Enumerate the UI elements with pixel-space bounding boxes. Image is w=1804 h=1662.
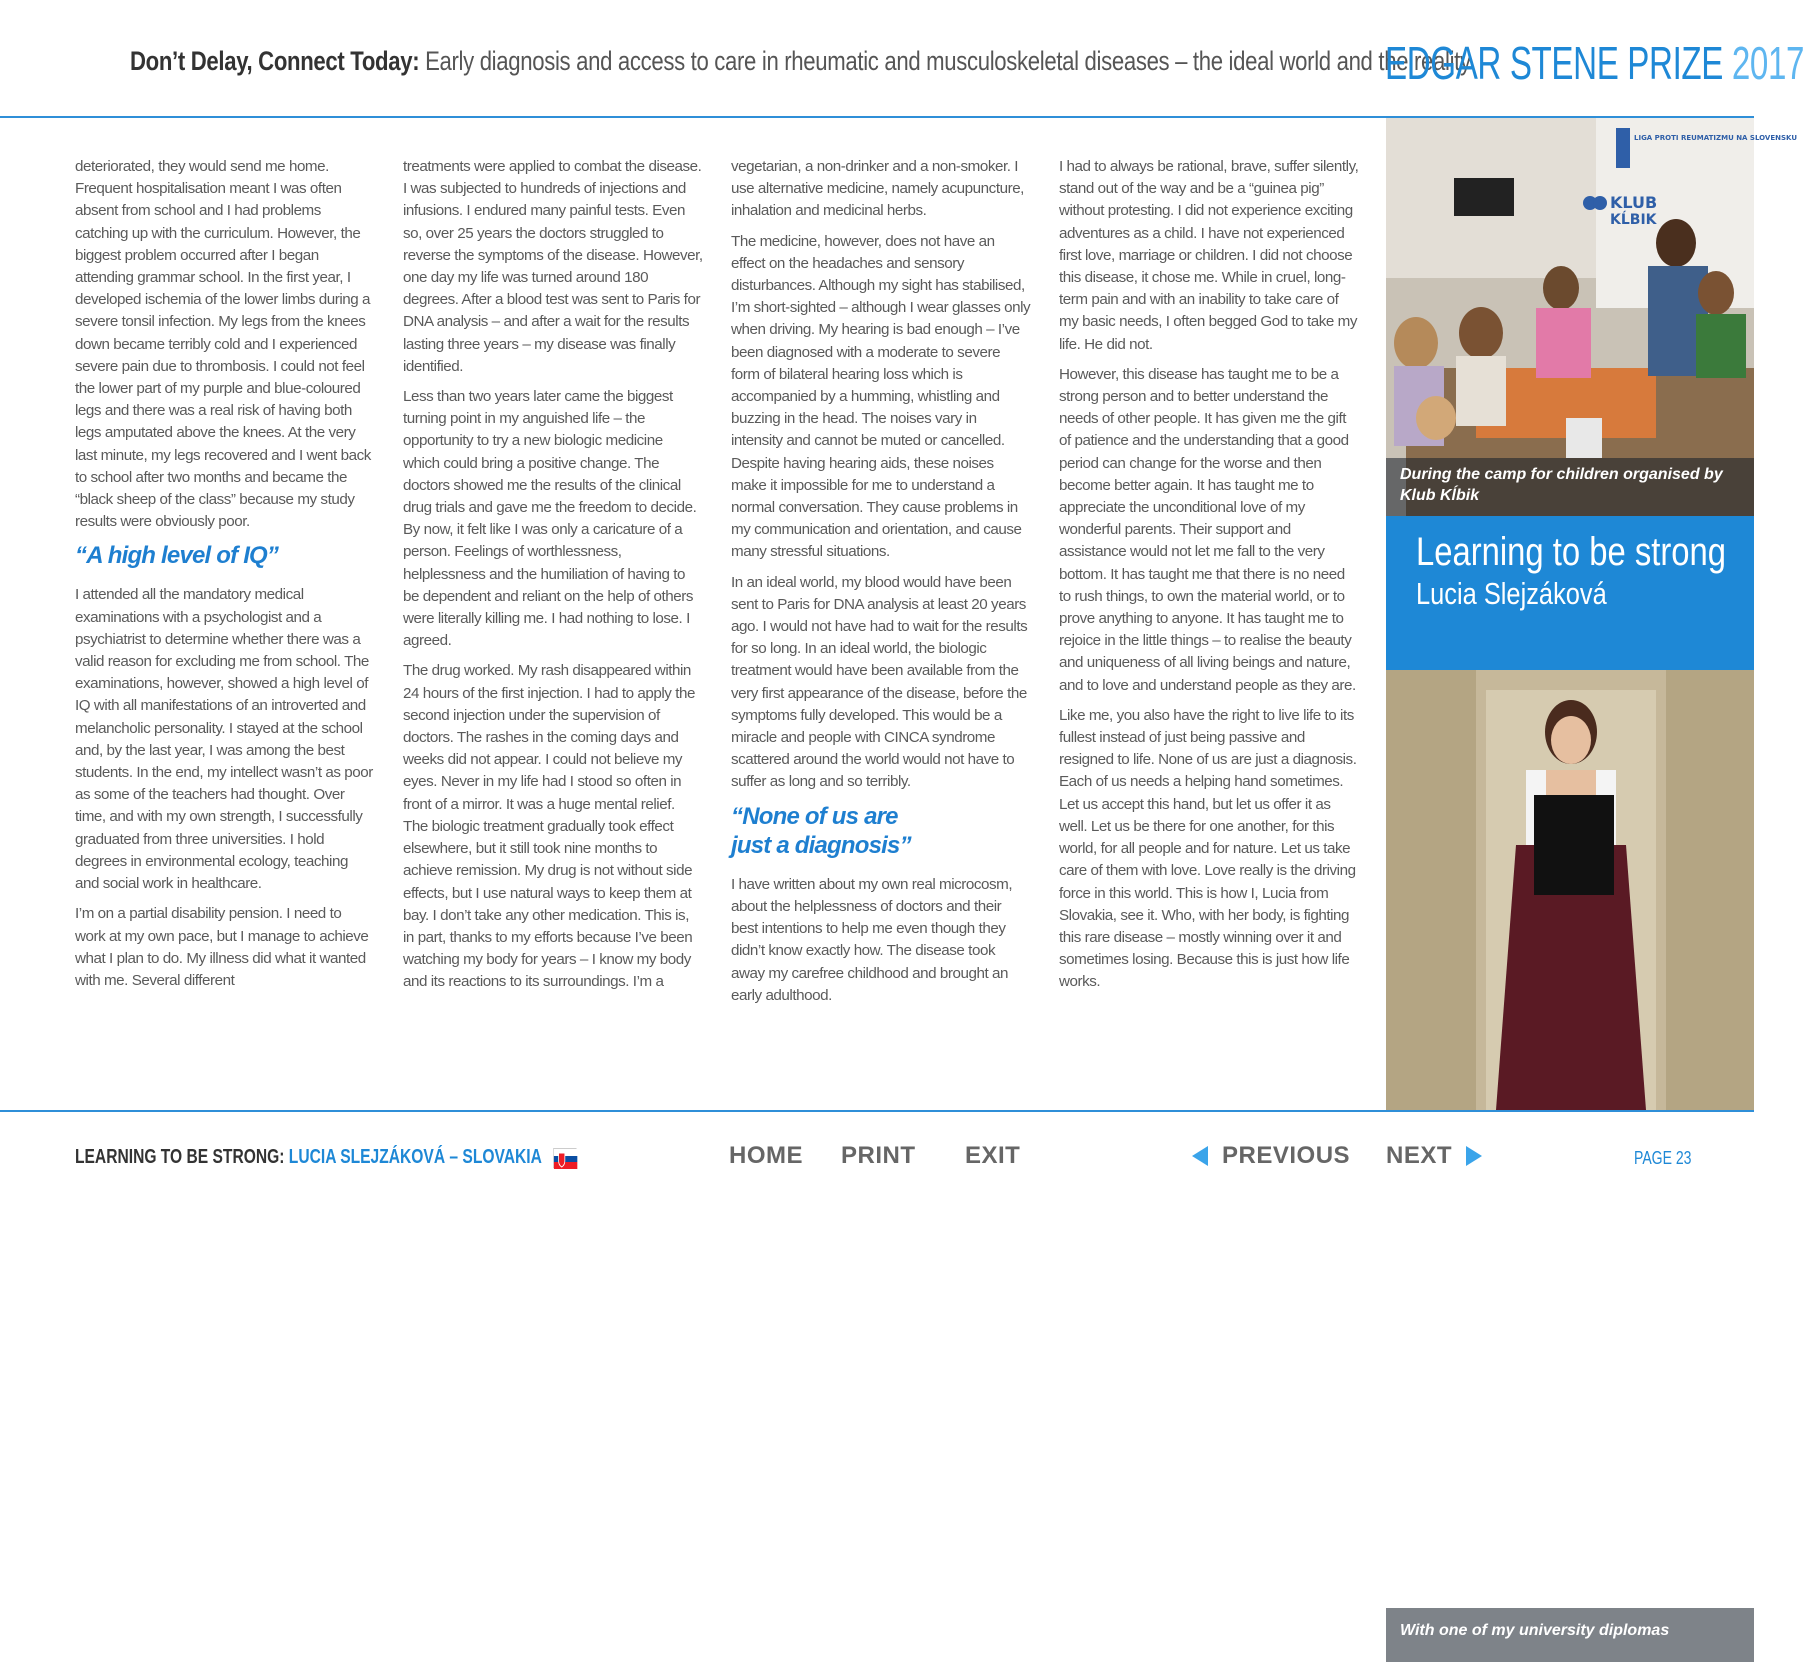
sign-klub: KLUB xyxy=(1610,193,1658,212)
header-title-strong: Don’t Delay, Connect Today: xyxy=(130,46,420,76)
paragraph: treatments were applied to combat the disease. I was subjected to hundreds of injections and infusions. I endured many painful tests. Even so, over 25 years the doctors struggled to reverse the symptoms of the disease. However, one day my life was turned around 180 degrees. After a blood test was sent to Paris for DNA analysis – and after a wait for the results lasting three years – my disease was finally identified. xyxy=(403,158,703,375)
footer-author: LUCIA SLEJZÁKOVÁ – SLOVAKIA xyxy=(288,1146,542,1168)
paragraph: Less than two years later came the biggest turning point in my anguished life – the opportunity to try a new biologic medicine which could bring a positive change. The doctors showed me the results of the clinical drug trials and gave me the freedom to decide. By now, it felt like I was only a caricature of a person. Feelings of worthlessness, helplessness and the humiliation of having to be dependent and reliant on the help of others were literally killing me. I had nothing to lose. I agreed. xyxy=(403,388,697,650)
exit-button[interactable]: EXIT xyxy=(965,1142,1021,1169)
prize-label: EDGAR STENE PRIZE xyxy=(1385,37,1724,89)
article-column-4 xyxy=(1059,156,1359,1002)
footer-divider xyxy=(0,1110,1754,1112)
arrow-right-icon xyxy=(1466,1146,1482,1166)
page-header xyxy=(0,0,1804,118)
paragraph: vegetarian, a non-drinker and a non-smoker. I use alternative medicine, namely acupuncture, inhalation and medicinal herbs. xyxy=(731,158,1024,220)
paragraph: However, this disease has taught me to be a strong person and to better understand the needs of other people. It has given me the gift of patience and the understanding that a good period can change for the worse and then become better again. It has taught me to appreciate the unconditional love of my wonderful parents. Their support and assistance would not let me fall to the very bottom. It has taught me that there is no need to rush things, to own the material world, or to prove anything to anyone. It has taught me to rejoice in the little things – to realise the beauty and uniqueness of all living beings and nature, and to love and understand people as they are. xyxy=(1059,365,1356,694)
paragraph: deteriorated, they would send me home. Frequent hospitalisation meant I was often absent from school and I had problems catching up with the curriculum. However, the biggest problem occurred after I began attending grammar school. In the first year, I developed ischemia of the lower limbs during a severe tonsil infection. My legs from the knees down became terribly cold and I experienced severe pain due to thrombosis. I could not feel the lower part of my purple and blue-coloured legs and there was a real risk of having both legs amputated above the knees. At the very last minute, my legs recovered and I went back to school after two months and became the “black sheep of the class” because my study results were obviously poor. xyxy=(75,158,371,531)
article-column-3 xyxy=(731,156,1031,1015)
sign-klbik: KĹBIK xyxy=(1610,212,1657,228)
footer-story-label xyxy=(75,1146,577,1169)
paragraph: The medicine, however, does not have an effect on the headaches and sensory disturbances. Although my sight has stabilised, I’m short-sighted – although I wear glasses only when driving. My hearing is bad enough – I’ve been diagnosed with a moderate to severe form of bilateral hearing loss which is accompanied by a humming, whistling and buzzing in the head. The noises vary in intensity and cannot be muted or cancelled. Despite having hearing aids, these noises make it impossible for me to understand a normal conversation. They cause problems in my communication and orientation, and cause many stressful situations. xyxy=(731,232,1031,561)
paragraph: The drug worked. My rash disappeared within 24 hours of the first injection. I had to apply the second injection under the supervision of doctors. The rashes in the coming days and weeks did not appear. I could not believe my eyes. Never in my life had I stood so often in front of a mirror. It was a huge mental relief. The biologic treatment gradually took effect elsewhere, but it still took nine months to achieve remission. My drug is not without side effects, but I use natural ways to keep them at bay. I don’t take any other medication. This is, in part, thanks to my efforts because I’ve been watching my body for years – I know my body and its reactions to its surroundings. I’m a xyxy=(403,662,695,991)
paragraph: In an ideal world, my blood would have been sent to Paris for DNA analysis at least 20 years ago. I would not have had to wait for the results for so long. In an ideal world, the biologic treatment would have been available from the very first appearance of the disease, before the symptoms fully developed. This would be a miracle and people with CINCA syndrome scattered around the world would not have to suffer as long and so terribly. xyxy=(731,573,1028,791)
paragraph: I have written about my own real microcosm, about the helplessness of doctors and their best intentions to help me even though they didn’t know exactly how. The disease took away my carefree childhood and brought an early adulthood. xyxy=(731,875,1013,1004)
sign-liga: LIGA PROTI REUMATIZMU NA SLOVENSKU xyxy=(1634,134,1798,142)
paragraph: I had to always be rational, brave, suffer silently, stand out of the way and be a “guinea pig” without protesting. I did not experience exciting adventures as a child. I have not experienced first love, marriage or children. I did not choose this disease, it chose me. While in cruel, long-term pain and with an inability to take care of my basic needs, I often begged God to take my life. He did not. xyxy=(1059,158,1359,353)
prize-logo xyxy=(1385,36,1804,90)
prize-year: 2017 xyxy=(1731,37,1804,89)
slovakia-flag-icon xyxy=(553,1148,576,1168)
pull-quote-iq: “A high level of IQ” xyxy=(75,542,279,570)
previous-label: PREVIOUS xyxy=(1222,1142,1351,1169)
paragraph: Like me, you also have the right to live life to its fullest instead of just being passive and resigned to life. None of us are just a diagnosis. Each of us needs a helping hand sometimes. Let us accept this hand, but let us offer it as well. Let us be there for one another, for this world, for all people and for nature. Let us take care of them with love. Love really is the driving force in this world. This is how I, Lucia from Slovakia, see it. Who, with her body, is fighting this rare disease – mostly winning over it and sometimes losing. Because this is just how life works. xyxy=(1059,706,1357,991)
next-label: NEXT xyxy=(1386,1142,1453,1169)
header-title xyxy=(130,46,1471,77)
arrow-left-icon xyxy=(1192,1146,1208,1166)
footer-label: LEARNING TO BE STRONG: xyxy=(75,1146,285,1168)
paragraph: I attended all the mandatory medical examinations with a psychologist and a psychiatrist to determine whether there was a valid reason for excluding me from school. The examinations, however, showed a high level of IQ with all manifestations of an introverted and melancholic personality. I stayed at the school and, by the last year, I was among the best students. In the end, my intellect wasn’t as poor as some of the teachers had thought. Over time, and with my own strength, I successfully graduated from three universities. I hold degrees in environmental ecology, teaching and social work in healthcare. xyxy=(75,586,373,893)
diploma-photo-illustration xyxy=(1386,670,1754,1110)
sidebar-author-name: Lucia Slejzáková xyxy=(1416,576,1607,611)
page-number: PAGE 23 xyxy=(1634,1148,1692,1168)
pull-quote-diagnosis: “None of us are just a diagnosis” xyxy=(731,802,911,859)
camp-photo-caption: During the camp for children organised by Klub Kĺbik xyxy=(1386,458,1754,516)
previous-button[interactable] xyxy=(1192,1142,1350,1170)
header-title-rest: Early diagnosis and access to care in rheumatic and musculoskeletal diseases – the ideal world and the reality xyxy=(425,46,1471,76)
paragraph: I’m on a partial disability pension. I need to work at my own pace, but I manage to achieve what I plan to do. My illness did what it wanted with me. Several different xyxy=(75,905,369,989)
print-button[interactable]: PRINT xyxy=(841,1142,916,1169)
article-column-2 xyxy=(403,156,703,1002)
home-button[interactable]: HOME xyxy=(729,1142,803,1169)
next-button[interactable] xyxy=(1386,1142,1482,1170)
sidebar-title: Learning to be strong xyxy=(1416,530,1726,574)
camp-photo xyxy=(1386,118,1798,516)
article-column-1 xyxy=(75,156,375,1000)
camp-photo-illustration xyxy=(1386,118,1798,516)
diploma-photo-caption: With one of my university diplomas xyxy=(1386,1608,1754,1662)
